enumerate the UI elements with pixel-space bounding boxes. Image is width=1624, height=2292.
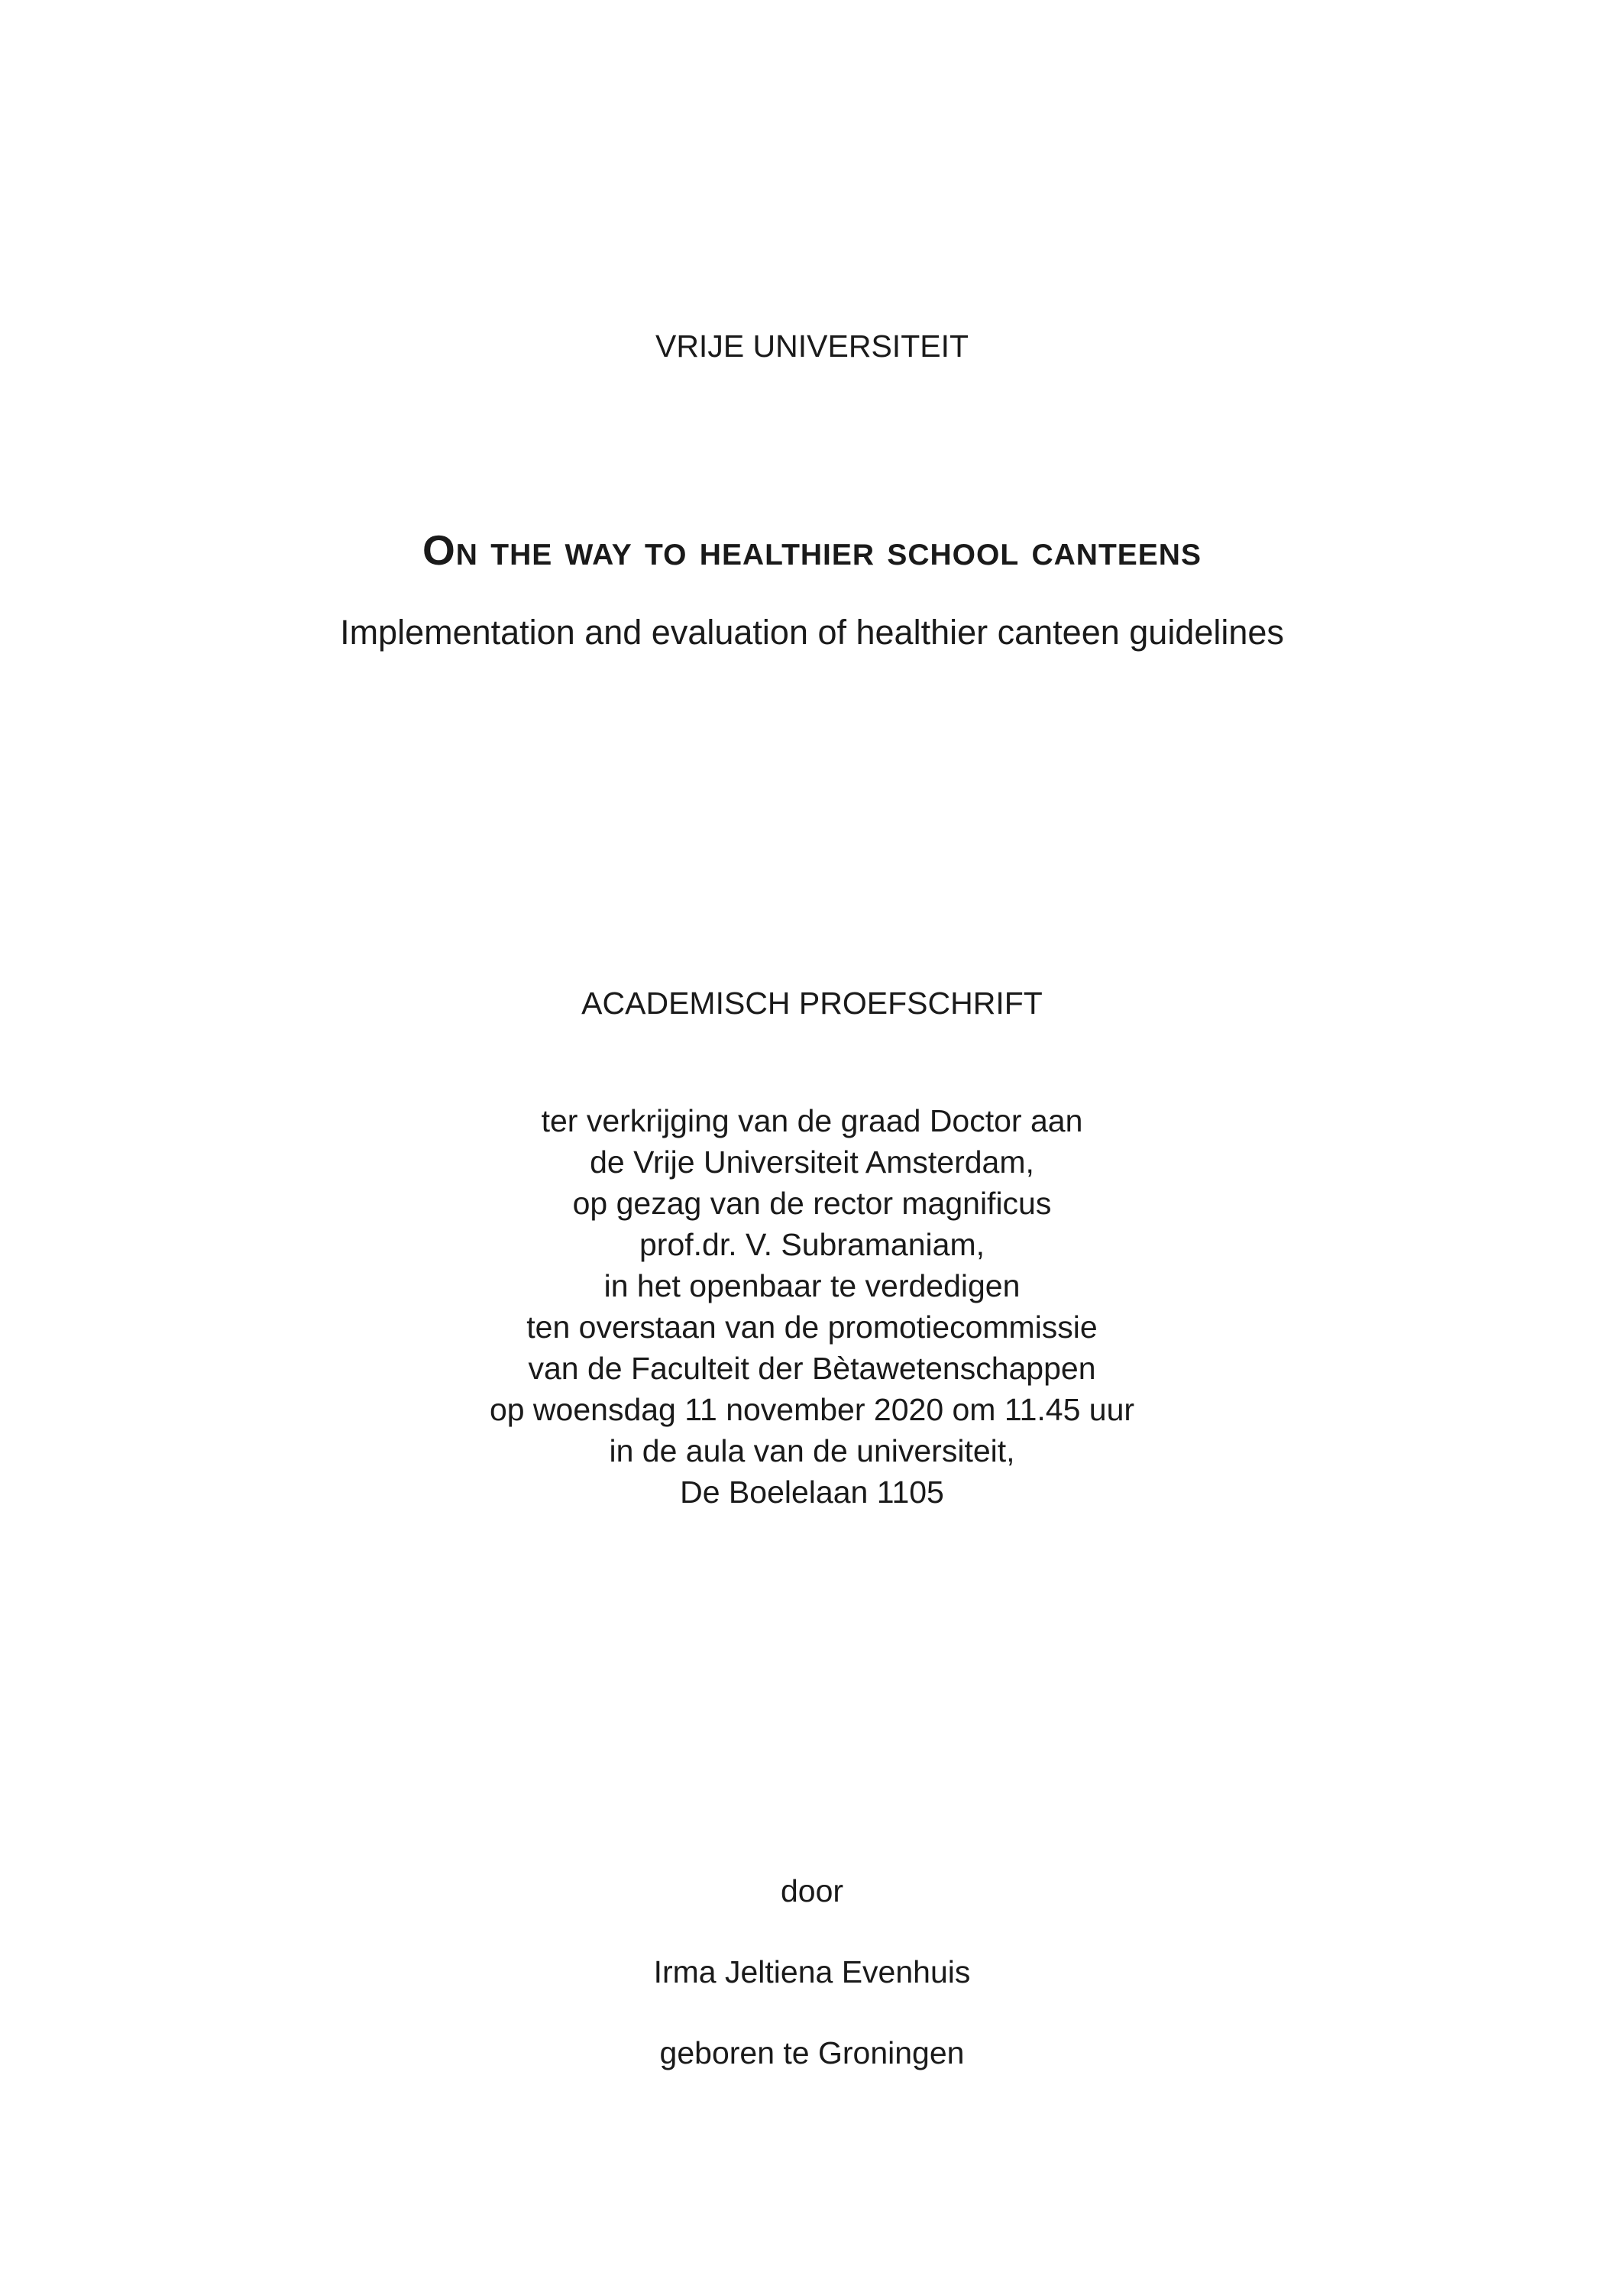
thesis-title: On the way to healthier school canteens xyxy=(422,526,1202,574)
thesis-type: ACADEMISCH PROEFSCHRIFT xyxy=(581,986,1043,1021)
statement-line: op woensdag 11 november 2020 om 11.45 uur xyxy=(489,1392,1135,1427)
statement-line: prof.dr. V. Subramaniam, xyxy=(639,1227,985,1262)
university-name: VRIJE UNIVERSITEIT xyxy=(655,329,969,364)
statement-line: De Boelelaan 1105 xyxy=(680,1475,944,1510)
statement-line: ten overstaan van de promotiecommissie xyxy=(526,1309,1098,1345)
statement-line: op gezag van de rector magnificus xyxy=(572,1186,1052,1221)
statement-line: van de Faculteit der Bètawetenschappen xyxy=(528,1351,1096,1386)
defense-statement xyxy=(0,1100,1624,1513)
statement-line: in de aula van de universiteit, xyxy=(609,1433,1015,1468)
statement-line: in het openbaar te verdedigen xyxy=(603,1268,1021,1303)
author-name: Irma Jeltiena Evenhuis xyxy=(653,1954,971,1989)
statement-line: de Vrije Universiteit Amsterdam, xyxy=(590,1144,1034,1180)
author-birthplace: geboren te Groningen xyxy=(659,2035,965,2070)
by-label: door xyxy=(780,1873,844,1908)
statement-line: ter verkrijging van de graad Doctor aan xyxy=(541,1103,1083,1138)
thesis-subtitle: Implementation and evaluation of healthier canteen guidelines xyxy=(340,613,1284,652)
